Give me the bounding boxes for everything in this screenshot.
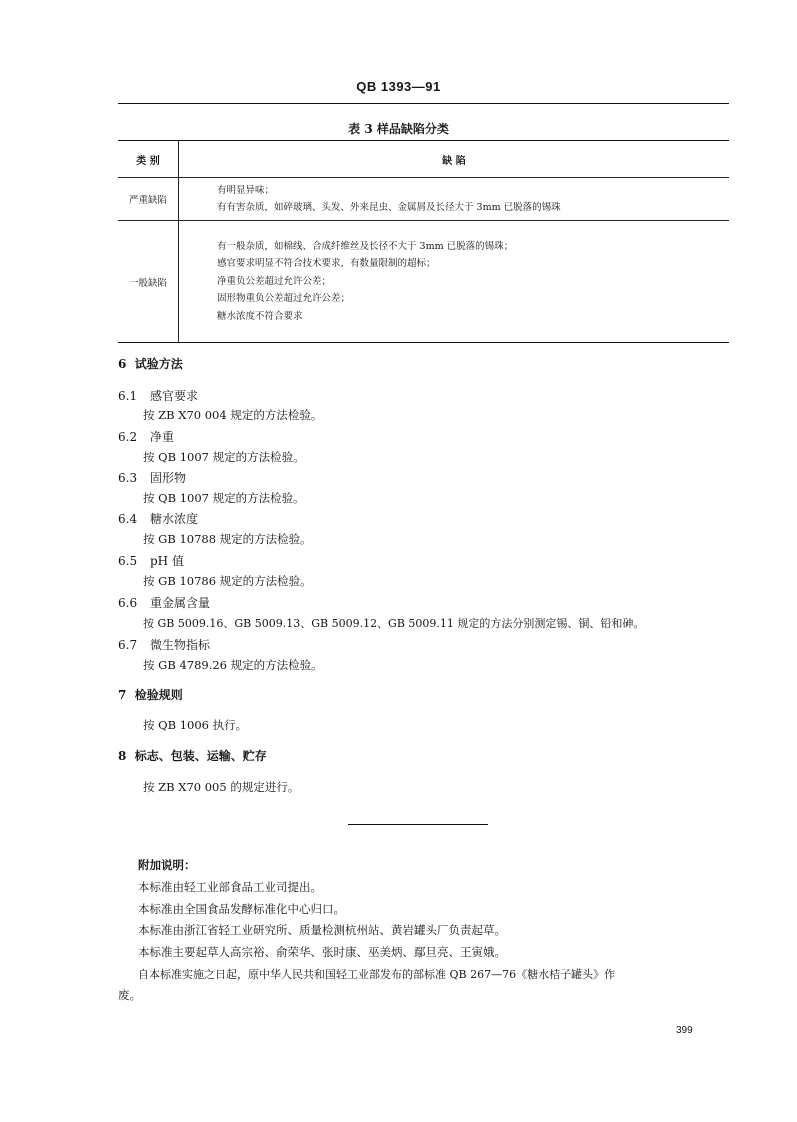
section-8-heading [118,747,267,764]
subsection-heading [118,636,210,653]
subsection-number: 6.5 [118,554,138,568]
defect-item: 有有害杂质，如碎玻璃、头发、外来昆虫、金属屑及长径大于 3mm 已脱落的锡珠 [217,202,561,213]
section-7-text: 按 QB 1006 执行。 [143,718,248,732]
note-line: 本标准主要起草人高宗裕、俞荣华、张时康、巫美炳、鄢旦亮、王寅娥。 [138,945,506,959]
defects-cell [179,221,730,343]
subsection-title: pH 值 [150,554,184,568]
defect-item: 糖水浓度不符合要求 [217,310,303,322]
subsection-heading [118,510,198,527]
defect-item: 感官要求明显不符合技术要求，有数量限制的超标； [217,258,436,270]
subsection-heading [118,552,184,569]
category-cell: 严重缺陷 [118,178,179,221]
notes-heading: 附加说明： [138,858,196,872]
defect-classification-table [118,140,729,343]
header-category: 类 别 [118,141,179,178]
subsection-text: 按 ZB X70 004 规定的方法检验。 [143,408,323,422]
table-row [118,178,729,221]
subsection-text: 按 QB 1007 规定的方法检验。 [143,450,305,464]
table-title: 表 3 样品缺陷分类 [348,122,449,136]
subsection-number: 6.1 [118,389,138,403]
subsection-title: 微生物指标 [150,638,211,652]
subsection-text: 按 QB 1007 规定的方法检验。 [143,491,305,505]
section-title: 检验规则 [134,688,183,702]
subsection-number: 6.2 [118,430,138,444]
subsection-number: 6.3 [118,471,138,485]
table-header-row [118,141,729,178]
subsection-title: 重金属含量 [150,596,211,610]
subsection-text: 按 GB 10788 规定的方法检验。 [143,532,312,546]
defect-item: 固形物重负公差超过允许公差； [217,293,351,305]
defect-item: 有明显异味； [217,184,275,196]
section-number: 7 [118,688,127,702]
note-line: 自本标准实施之日起，原中华人民共和国轻工业部发布的部标准 QB 267—76《糖水桔子罐头》作 [138,968,616,981]
subsection-title: 糖水浓度 [150,512,199,526]
subsection-title: 固形物 [150,471,187,485]
defect-item: 净重负公差超过允许公差； [217,275,332,287]
subsection-heading [118,387,198,404]
section-7-heading [118,686,183,703]
subsection-heading [118,428,174,445]
subsection-text: 按 GB 4789.26 规定的方法检验。 [143,658,323,672]
note-line: 本标准由全国食品发酵标准化中心归口。 [138,902,345,916]
standard-code: QB 1393—91 [356,79,441,94]
subsection-title: 感官要求 [150,389,199,403]
subsection-text: 按 GB 5009.16、GB 5009.13、GB 5009.12、GB 5009.11 规定的方法分别测定锡、铜、铅和砷。 [143,617,645,630]
subsection-heading [118,469,186,486]
section-title: 试验方法 [134,357,183,371]
subsection-title: 净重 [150,430,175,444]
subsection-heading [118,594,210,611]
subsection-text: 按 GB 10786 规定的方法检验。 [143,574,312,588]
note-continuation: 废。 [118,988,141,1002]
section-number: 6 [118,357,127,371]
defects-cell [179,178,730,221]
category-cell: 一般缺陷 [118,221,179,343]
table-row [118,221,729,343]
subsection-number: 6.7 [118,638,138,652]
section-number: 8 [118,749,127,763]
section-divider [348,824,488,825]
subsection-number: 6.4 [118,512,138,526]
note-line: 本标准由轻工业部食品工业司提出。 [138,880,322,894]
header-rule [118,103,729,104]
page-number: 399 [676,1025,693,1036]
section-6-heading [118,355,183,372]
subsection-number: 6.6 [118,596,138,610]
defect-item: 有一般杂质，如棉线、合成纤维丝及长径不大于 3mm 已脱落的锡珠； [217,240,514,252]
header-defects: 缺 陷 [179,141,730,178]
section-8-text: 按 ZB X70 005 的规定进行。 [143,780,300,794]
section-title: 标志、包装、运输、贮存 [134,749,267,763]
note-line: 本标准由浙江省轻工业研究所、质量检测杭州站、黄岩罐头厂负责起草。 [138,923,506,937]
